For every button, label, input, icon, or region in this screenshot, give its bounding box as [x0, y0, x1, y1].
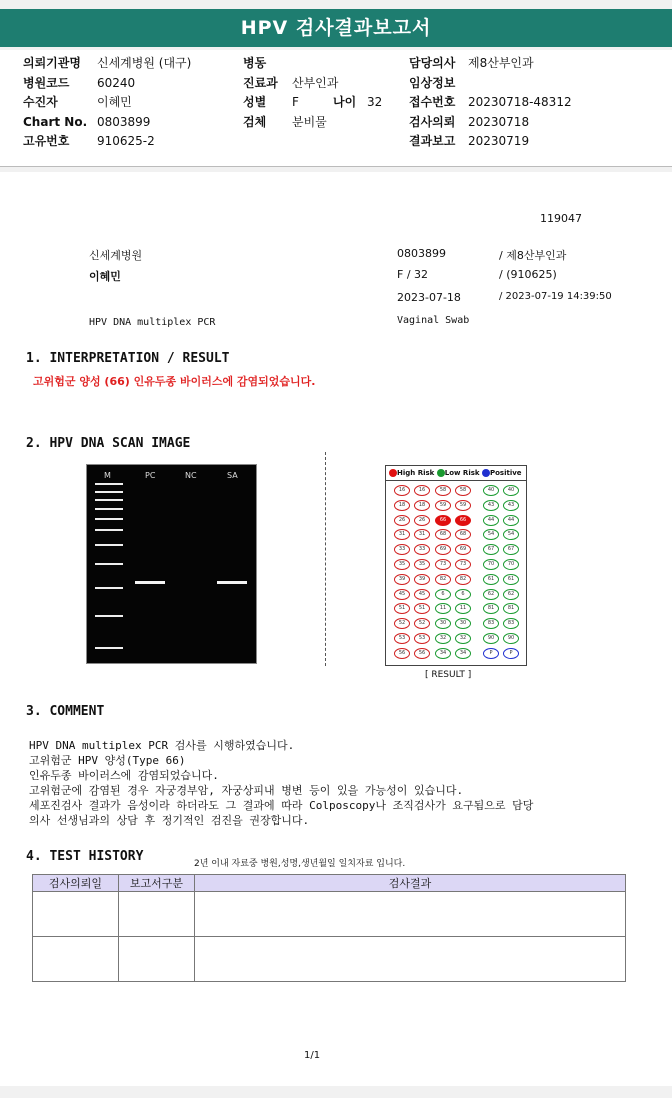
info-field-label: 검체: [243, 115, 267, 129]
chip-cell: 73: [435, 559, 451, 570]
ladder-band: [95, 615, 123, 617]
chip-cell: 69: [455, 544, 471, 555]
chip-cell: P: [503, 648, 519, 659]
test-name: HPV DNA multiplex PCR: [89, 317, 216, 328]
ladder-band: [95, 587, 123, 589]
chip-cell: 16: [394, 485, 410, 496]
chip-cell: 70: [503, 559, 519, 570]
chip-cell: 30: [455, 618, 471, 629]
info-field-label: 병동: [243, 56, 267, 70]
ladder-band: [95, 647, 123, 649]
info-field-value: 산부인과: [292, 76, 339, 90]
comment-line: 세포진검사 결과가 음성이라 하더라도 그 결과에 따라 Colposcopy나 조직검사가 요구됨으로 담당: [29, 799, 534, 812]
chip-cell: 30: [435, 618, 451, 629]
info-field-label: Chart No.: [23, 115, 88, 129]
patient-name: 이혜민: [89, 270, 121, 283]
chip-cell: 61: [483, 574, 499, 585]
chip-cell: 33: [394, 544, 410, 555]
info-field-value: 이혜민: [97, 95, 132, 109]
result-text: 고위험군 양성 (66) 인유두종 바이러스에 감염되었습니다.: [33, 375, 316, 388]
chip-cell: 90: [483, 633, 499, 644]
hpv-chip-image: [385, 465, 527, 666]
legend-low: Low Risk: [444, 469, 480, 477]
chip-cell: 35: [394, 559, 410, 570]
info-field-label: 수진자: [23, 95, 58, 109]
chip-cell: 26: [394, 515, 410, 526]
chip-cell: 32: [435, 633, 451, 644]
legend-divider: [386, 480, 526, 481]
section-comment-title: 3. COMMENT: [26, 704, 105, 719]
chip-cell: 54: [503, 529, 519, 540]
chip-cell: 44: [503, 515, 519, 526]
chip-cell: 26: [414, 515, 430, 526]
gel-image: [86, 464, 257, 664]
chip-cell: 51: [414, 603, 430, 614]
ladder-band: [95, 529, 123, 531]
age-label: 나이: [333, 95, 357, 109]
info-field-label: 검사의뢰: [409, 115, 456, 129]
info-field-label: 의뢰기관명: [23, 56, 81, 70]
report-datetime: / 2023-07-19 14:39:50: [499, 291, 612, 302]
chip-cell: 82: [455, 574, 471, 585]
chip-cell: 43: [483, 500, 499, 511]
chip-cell: 45: [394, 589, 410, 600]
chip-cell: 83: [503, 618, 519, 629]
section-history-title: 4. TEST HISTORY: [26, 849, 144, 864]
ladder-band: [95, 518, 123, 520]
result-caption: [ RESULT ]: [425, 670, 472, 680]
patient-info-panel: [0, 50, 672, 167]
info-field-value: 20230718: [468, 115, 530, 129]
chip-cell: 51: [394, 603, 410, 614]
chip-cell: 81: [503, 603, 519, 614]
chip-cell: 18: [414, 500, 430, 511]
chip-cell: 54: [483, 529, 499, 540]
chip-cell: 82: [435, 574, 451, 585]
high-risk-dot-icon: [389, 469, 397, 477]
chip-cell: 66: [435, 515, 451, 526]
chip-cell: 34: [455, 648, 471, 659]
chip-cell: P: [483, 648, 499, 659]
lane-label: M: [104, 471, 111, 480]
comment-line: 의사 선생님과의 상담 후 정기적인 검진을 권장합니다.: [29, 814, 310, 827]
chip-cell: 81: [483, 603, 499, 614]
chip-cell: 83: [483, 618, 499, 629]
info-field-value: 20230718-48312: [468, 95, 572, 109]
chip-cell: 40: [503, 485, 519, 496]
chip-cell: 18: [394, 500, 410, 511]
history-header: 검사결과: [195, 875, 626, 892]
chart-number: 0803899: [397, 247, 446, 260]
chip-cell: 67: [503, 544, 519, 555]
chip-cell: 31: [394, 529, 410, 540]
chip-cell: 34: [435, 648, 451, 659]
comment-line: 인유두종 바이러스에 감염되었습니다.: [29, 769, 219, 782]
chip-cell: 33: [414, 544, 430, 555]
chip-cell: 53: [414, 633, 430, 644]
request-date: 2023-07-18: [397, 291, 461, 304]
chip-cell: 31: [414, 529, 430, 540]
chip-cell: 59: [435, 500, 451, 511]
chip-cell: 32: [455, 633, 471, 644]
chip-cell: 53: [394, 633, 410, 644]
info-field-label: 병원코드: [23, 76, 70, 90]
positive-dot-icon: [482, 469, 490, 477]
comment-body: [29, 738, 533, 828]
specimen-type: Vaginal Swab: [397, 315, 470, 326]
page-number: 1/1: [304, 1050, 321, 1061]
section-interpretation-title: 1. INTERPRETATION / RESULT: [26, 351, 230, 366]
history-note: 2년 이내 자료중 병원,성명,생년월일 일치자료 입니다.: [194, 859, 406, 869]
chip-cell: 68: [455, 529, 471, 540]
comment-line: HPV DNA multiplex PCR 검사를 시행하였습니다.: [29, 739, 295, 752]
chip-cell: 6: [435, 589, 451, 600]
ladder-band: [95, 499, 123, 501]
department: / 제8산부인과: [499, 249, 567, 262]
info-field-label: 접수번호: [409, 95, 456, 109]
chip-cell: 52: [414, 618, 430, 629]
info-field-value: 신세계병원 (대구): [97, 56, 192, 70]
chip-cell: 58: [435, 485, 451, 496]
section-scan-title: 2. HPV DNA SCAN IMAGE: [26, 436, 191, 451]
info-field-label: 성별: [243, 95, 267, 109]
chip-cell: 43: [503, 500, 519, 511]
ladder-band: [95, 563, 123, 565]
info-field-value: 제8산부인과: [468, 56, 534, 70]
age-value: 32: [367, 95, 383, 109]
chip-cell: 39: [394, 574, 410, 585]
history-header: 검사의뢰일: [33, 875, 119, 892]
chip-cell: 39: [414, 574, 430, 585]
chip-cell: 69: [435, 544, 451, 555]
lane-label: SA: [227, 471, 238, 480]
info-field-label: 결과보고: [409, 134, 456, 148]
legend-positive: Positive: [489, 469, 522, 477]
chip-cell: 62: [483, 589, 499, 600]
chip-cell: 45: [414, 589, 430, 600]
chip-cell: 67: [483, 544, 499, 555]
chip-cell: 11: [435, 603, 451, 614]
comment-line: 고위험군 HPV 양성(Type 66): [29, 754, 186, 767]
chip-cell: 73: [455, 559, 471, 570]
low-risk-dot-icon: [437, 469, 445, 477]
table-row: [33, 892, 626, 937]
chip-cell: 90: [503, 633, 519, 644]
registration: / (910625): [499, 268, 557, 281]
info-field-label: 진료과: [243, 76, 278, 90]
divider: [325, 452, 326, 666]
info-field-label: 고유번호: [23, 134, 70, 148]
info-field-label: 임상정보: [409, 76, 456, 90]
report-page: [0, 172, 672, 1086]
report-code: 119047: [540, 212, 582, 225]
table-row: [33, 937, 626, 982]
comment-line: 고위험군에 감염된 경우 자궁경부암, 자궁상피내 병변 등이 있을 가능성이 있습니다.: [29, 784, 464, 797]
chip-cell: 11: [455, 603, 471, 614]
chip-cell: 16: [414, 485, 430, 496]
report-title: HPV 검사결과보고서: [0, 9, 672, 47]
info-field-label: 담당의사: [409, 56, 456, 70]
chip-legend: [389, 469, 522, 477]
chip-cell: 35: [414, 559, 430, 570]
history-header: 보고서구분: [119, 875, 195, 892]
ladder-band: [95, 544, 123, 546]
chip-cell: 44: [483, 515, 499, 526]
lane-label: NC: [185, 471, 197, 480]
chip-cell: 56: [414, 648, 430, 659]
ladder-band: [95, 483, 123, 485]
sa-band: [217, 581, 247, 584]
info-field-value: F: [292, 95, 299, 109]
ladder-band: [95, 491, 123, 493]
chip-cell: 68: [435, 529, 451, 540]
info-field-value: 60240: [97, 76, 136, 90]
lane-label: PC: [145, 471, 156, 480]
chip-cell: 66: [455, 515, 471, 526]
info-field-value: 분비물: [292, 115, 327, 129]
chip-cell: 58: [455, 485, 471, 496]
pc-band: [135, 581, 165, 584]
history-table: [32, 874, 626, 982]
info-field-value: 910625-2: [97, 134, 155, 148]
chip-cell: 70: [483, 559, 499, 570]
chip-cell: 52: [394, 618, 410, 629]
ladder-band: [95, 508, 123, 510]
chip-cell: 59: [455, 500, 471, 511]
info-field-value: 0803899: [97, 115, 151, 129]
chip-cell: 6: [455, 589, 471, 600]
legend-high: High Risk: [397, 469, 435, 477]
info-field-value: 20230719: [468, 134, 530, 148]
sex-age: F / 32: [397, 268, 429, 281]
chip-cell: 56: [394, 648, 410, 659]
chip-cell: 62: [503, 589, 519, 600]
chip-cell: 61: [503, 574, 519, 585]
chip-cell: 40: [483, 485, 499, 496]
hospital-name: 신세계병원: [89, 249, 143, 262]
